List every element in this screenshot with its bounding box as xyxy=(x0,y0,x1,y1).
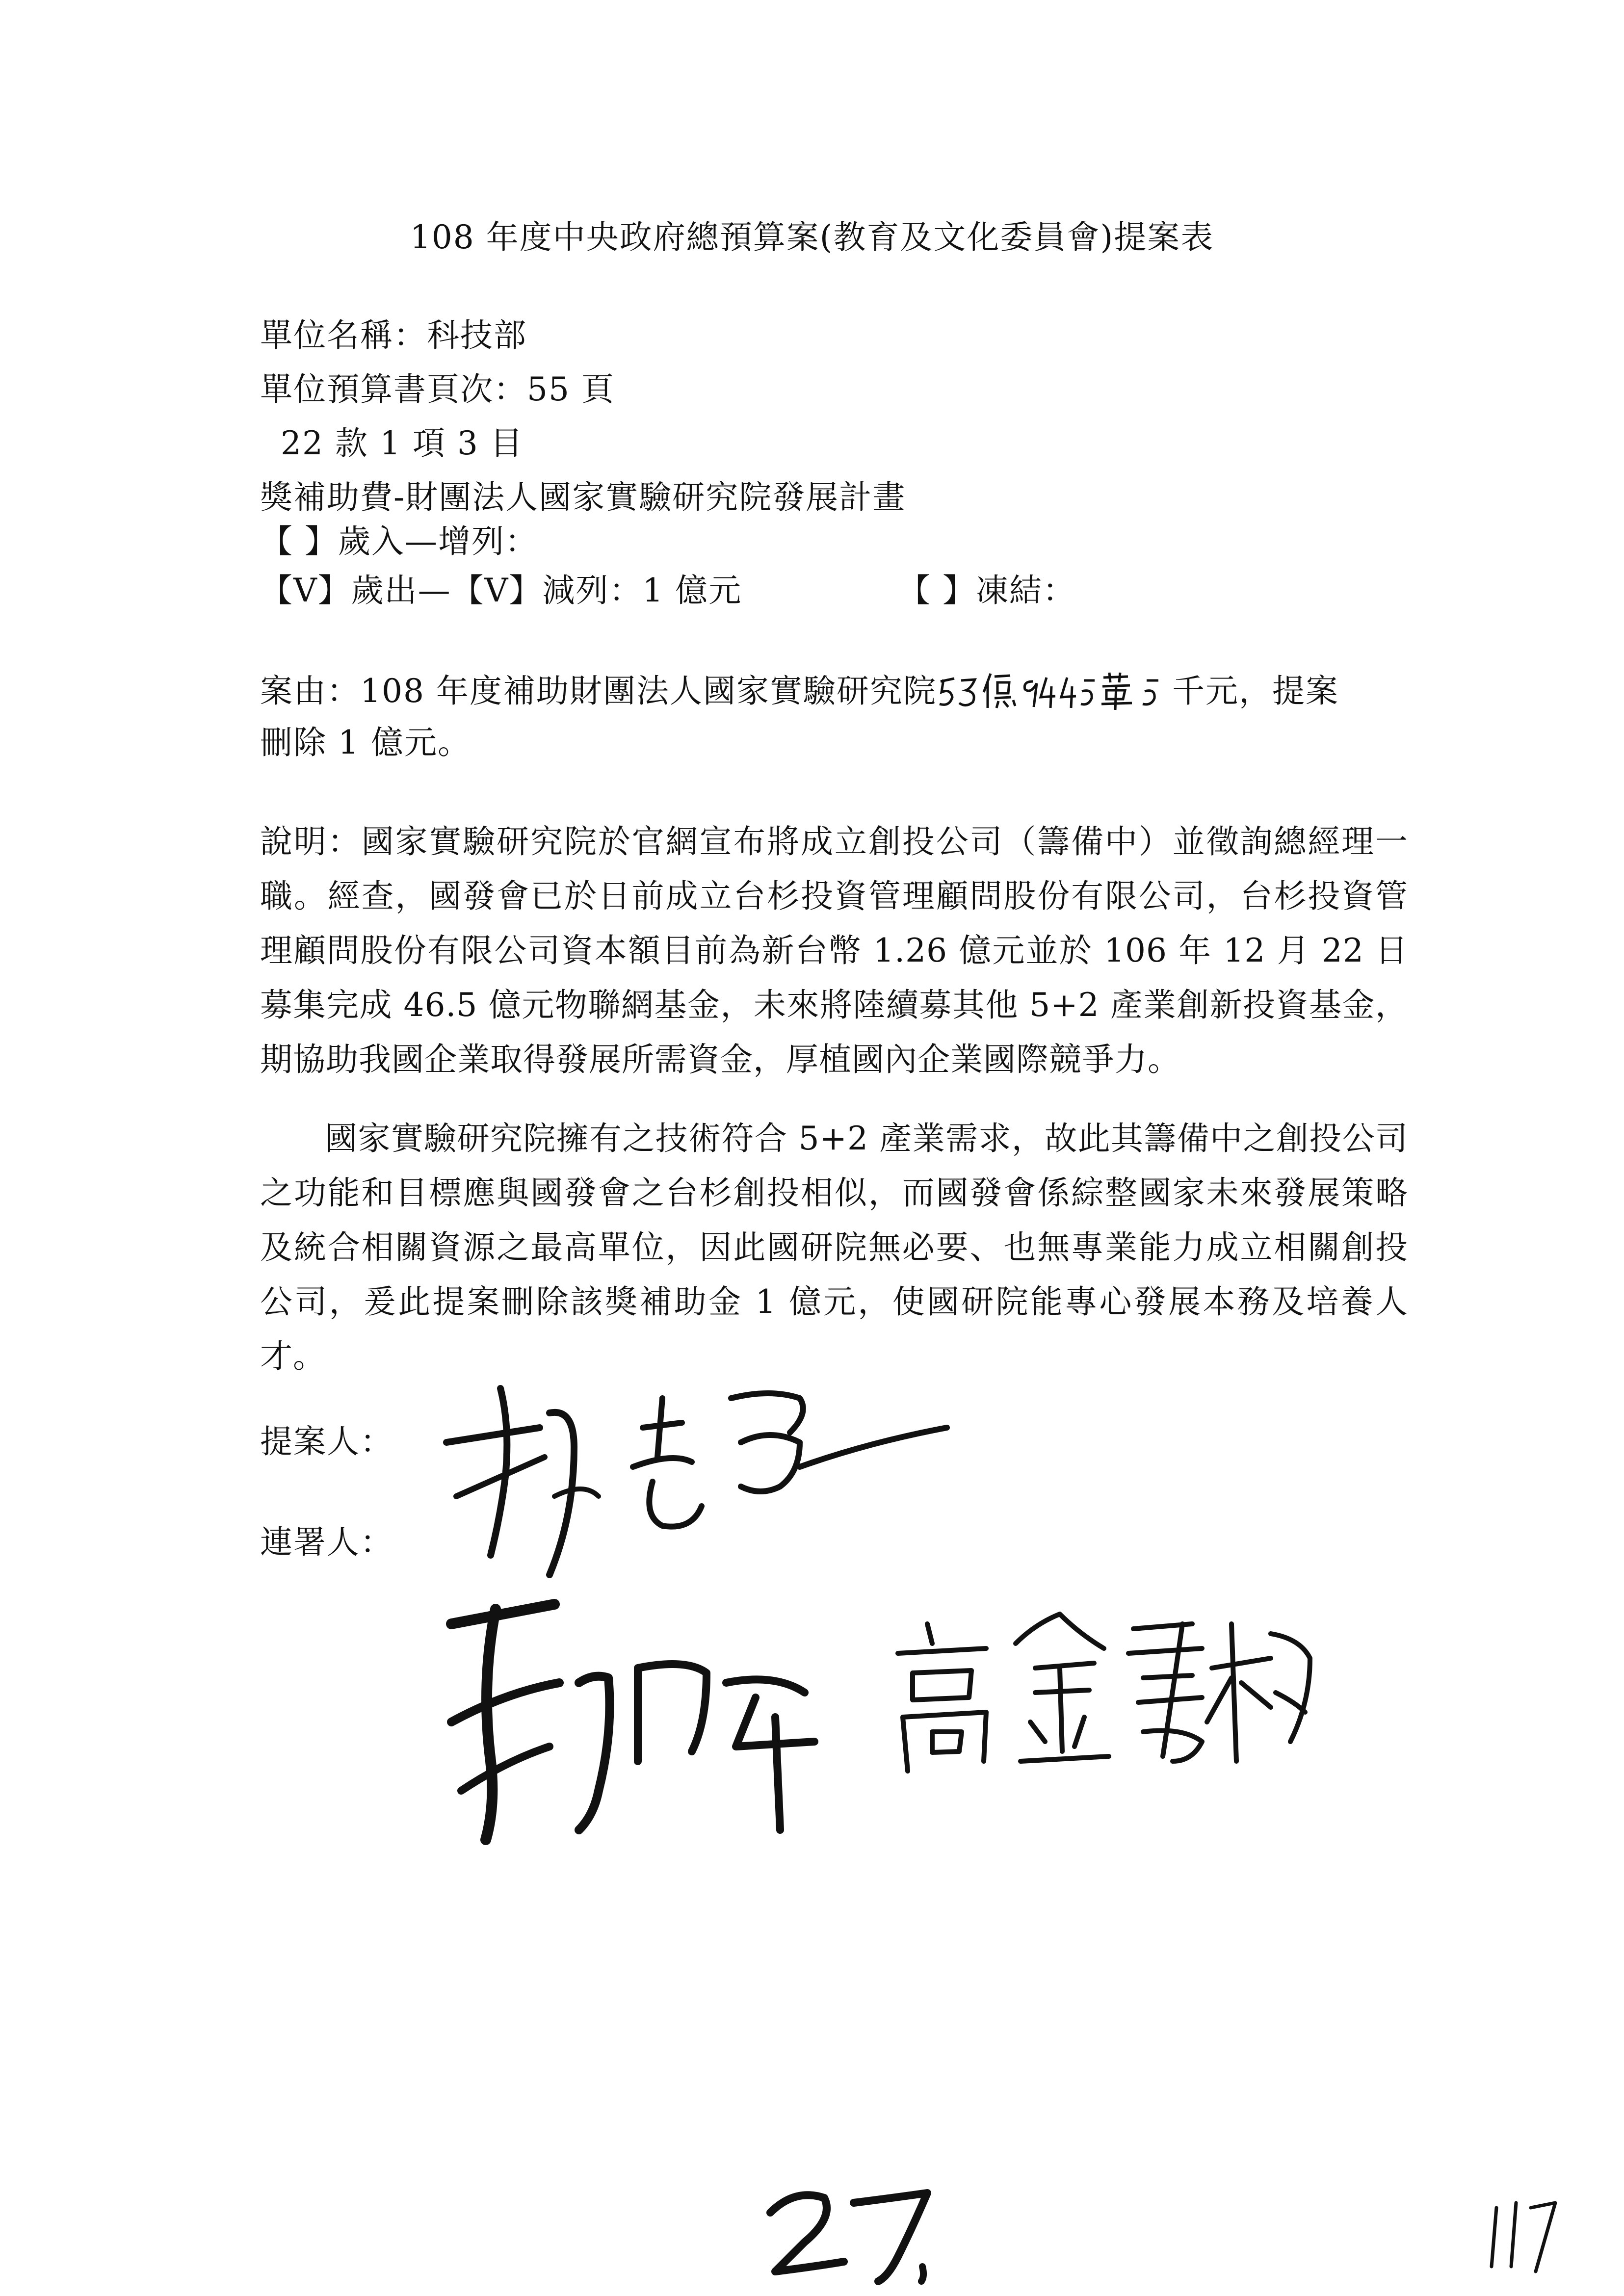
cosigner-signature-2 xyxy=(888,1594,1330,1781)
handwritten-corner-number xyxy=(1482,2193,1570,2281)
revenue-line: 【 】歲入—增列： xyxy=(260,522,538,560)
reason-suffix: 千元，提案 xyxy=(1172,672,1339,710)
cosigner-signature-1 xyxy=(432,1585,873,1859)
explanation-paragraph-2: 國家實驗研究院擁有之技術符合 5+2 產業需求，故此其籌備中之創投公司之功能和目標應與國發會之台杉創投相似，而國發會係綜整國家未來發展策略及統合相關資源之最高單位，因此國研院無必要、也無專業能力成立相關創投公司，爰此提案刪除該獎補助金 1 億元，使國研院能專心發展本務及培養人才。 xyxy=(260,1120,1408,1375)
explanation-paragraph-1: 說明：國家實驗研究院於官網宣布將成立創投公司（籌備中）並徵詢總經理一職。經查，國發會已於日前成立台杉投資管理顧問股份有限公司，台杉投資管理顧問股份有限公司資本額目前為新台幣 1.26 億元並於 106 年 12 月 22 日募集完成 46.5 億元物聯網基金，未來將陸續募其他 5+2 產業創新投資基金，期協助我國企業取得發展所需資金，厚植國內企業國際競爭力。 xyxy=(260,823,1408,1078)
reason-line-2: 刪除 1 億元。 xyxy=(260,724,471,761)
cosigner-label: 連署人： xyxy=(260,1523,393,1561)
unit-name: 單位名稱：科技部 xyxy=(260,316,527,354)
reason-line-1 xyxy=(260,665,1339,711)
freeze-line: 【 】凍結： xyxy=(898,572,1076,609)
document-title: 108 年度中央政府總預算案(教育及文化委員會)提案表 xyxy=(410,218,1214,256)
handwritten-page-number xyxy=(756,2178,971,2286)
handwritten-amount xyxy=(937,667,1172,711)
expenditure-line: 【V】歲出—【V】減列：1 億元 xyxy=(260,572,742,609)
item-code: 22 款 1 項 3 目 xyxy=(281,424,524,462)
item-name: 獎補助費-財團法人國家實驗研究院發展計畫 xyxy=(260,478,906,516)
proposer-label: 提案人： xyxy=(260,1423,393,1461)
proposer-signature xyxy=(427,1369,1016,1594)
unit-budget-page: 單位預算書頁次：55 頁 xyxy=(260,370,615,408)
reason-prefix: 案由：108 年度補助財團法人國家實驗研究院 xyxy=(260,672,937,710)
